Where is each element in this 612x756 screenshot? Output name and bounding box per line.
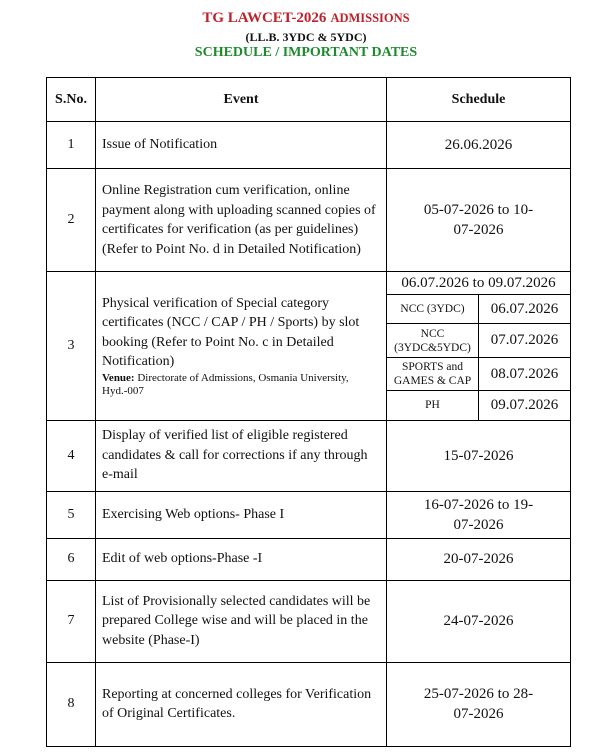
title-suffix: ADMISSIONS	[330, 11, 410, 25]
row-schedule: 25-07-2026 to 28-07-2026	[387, 662, 571, 746]
column-header-event: Event	[96, 78, 387, 122]
sub-schedule-range-row	[387, 272, 570, 295]
sub-schedule-category: NCC (3YDC)	[387, 295, 479, 324]
sub-schedule-range: 06.07.2026 to 09.07.2026	[387, 272, 570, 295]
sub-schedule-table	[387, 272, 570, 420]
row-sno: 8	[47, 662, 96, 746]
row-schedule: 26.06.2026	[387, 122, 571, 169]
schedule-heading: SCHEDULE / IMPORTANT DATES	[194, 45, 418, 60]
table-row	[47, 272, 571, 421]
row-sno: 1	[47, 122, 96, 169]
table-row	[47, 169, 571, 272]
table-row	[47, 122, 571, 169]
sub-schedule-row	[387, 358, 570, 391]
row-schedule: 05-07-2026 to 10-07-2026	[387, 169, 571, 272]
row-schedule: 16-07-2026 to 19-07-2026	[387, 491, 571, 538]
row-event: Reporting at concerned colleges for Verification of Original Certificates.	[96, 662, 387, 746]
sub-schedule-date: 09.07.2026	[479, 391, 571, 420]
row-schedule: 15-07-2026	[387, 420, 571, 491]
row-sno: 6	[47, 538, 96, 580]
column-header-schedule: Schedule	[387, 78, 571, 122]
document-subtitle: (LL.B. 3YDC & 5YDC)	[245, 30, 367, 44]
title-main: TG LAWCET-2026	[202, 10, 327, 26]
row-schedule-cell	[387, 272, 571, 421]
sub-schedule-row	[387, 391, 570, 420]
row-event: List of Provisionally selected candidates will be prepared College wise and will be placed in the website (Phase-I)	[96, 580, 387, 662]
row-event-text: Physical verification of Special category certificates (NCC / CAP / PH / Sports) by slot booking (Refer to Point No. c in Detailed Notification)	[102, 295, 360, 370]
document-title	[0, 9, 612, 27]
row-schedule: 24-07-2026	[387, 580, 571, 662]
table-row	[47, 662, 571, 746]
table-header-row	[47, 78, 571, 122]
row-event: Online Registration cum verification, online payment along with uploading scanned copies of certificates for verification (as per guidelines) (Refer to Point No. d in Detailed Notification)	[96, 169, 387, 272]
venue-note	[102, 372, 380, 398]
row-event: Display of verified list of eligible registered candidates & call for corrections if any through e-mail	[96, 420, 387, 491]
row-sno: 2	[47, 169, 96, 272]
sub-schedule-date: 07.07.2026	[479, 324, 571, 358]
row-event: Issue of Notification	[96, 122, 387, 169]
table-row	[47, 580, 571, 662]
row-event: Exercising Web options- Phase I	[96, 491, 387, 538]
row-sno: 7	[47, 580, 96, 662]
sub-schedule-category: NCC (3YDC&5YDC)	[387, 324, 479, 358]
table-row	[47, 491, 571, 538]
row-event: Edit of web options-Phase -I	[96, 538, 387, 580]
sub-schedule-date: 06.07.2026	[479, 295, 571, 324]
row-event	[96, 272, 387, 421]
row-sno: 5	[47, 491, 96, 538]
table-row	[47, 420, 571, 491]
sub-schedule-row	[387, 324, 570, 358]
venue-label: Venue:	[102, 371, 135, 384]
column-header-sno: S.No.	[47, 78, 96, 122]
schedule-table	[46, 77, 571, 747]
row-sno: 4	[47, 420, 96, 491]
row-schedule: 20-07-2026	[387, 538, 571, 580]
sub-schedule-row	[387, 295, 570, 324]
sub-schedule-category: SPORTS and GAMES & CAP	[387, 358, 479, 391]
venue-text: Directorate of Admissions, Osmania University, Hyd.-007	[102, 371, 349, 397]
sub-schedule-date: 08.07.2026	[479, 358, 571, 391]
table-row	[47, 538, 571, 580]
row-sno: 3	[47, 272, 96, 421]
sub-schedule-category: PH	[387, 391, 479, 420]
